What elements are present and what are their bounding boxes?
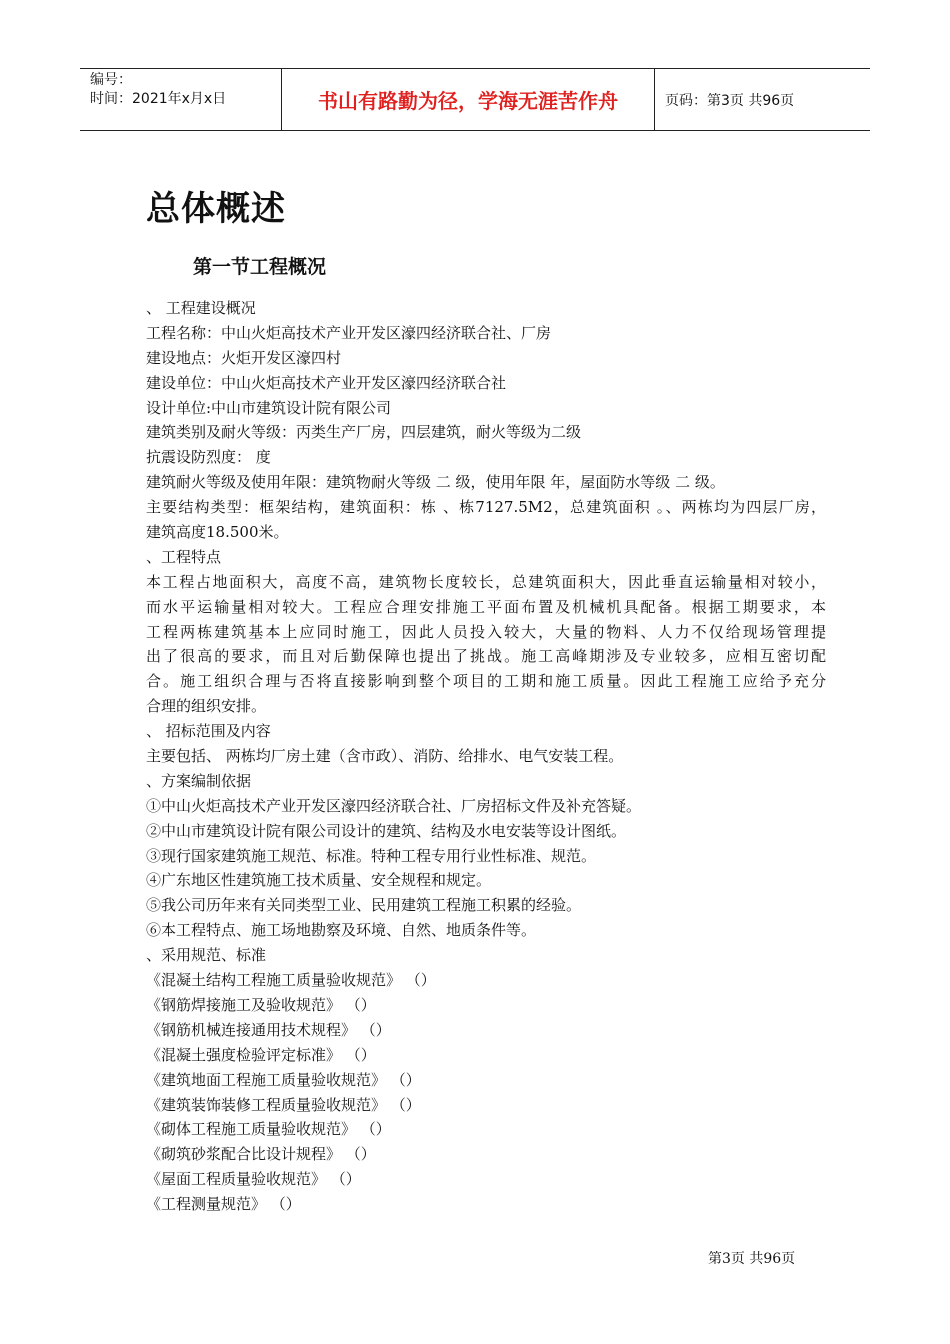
body-line: 《砌筑砂浆配合比设计规程》 （）: [146, 1145, 376, 1164]
header-number-label: 编号：: [90, 72, 132, 88]
header-motto: 书山有路勤为径，学海无涯苦作舟: [282, 69, 655, 130]
body-line: 《混凝土结构工程施工质量验收规范》 （）: [146, 971, 436, 990]
body-line: 、方案编制依据: [146, 771, 252, 790]
body-line: 《工程测量规范》 （）: [146, 1195, 301, 1214]
document-body: [146, 296, 826, 1217]
body-line: ②中山市建筑设计院有限公司设计的建筑、结构及水电安装等设计图纸。: [146, 821, 627, 840]
body-line: 《屋面工程质量验收规范》 （）: [146, 1170, 361, 1189]
body-line: 《建筑地面工程施工质量验收规范》 （）: [146, 1070, 421, 1089]
body-line: 工程名称：中山火炬高技术产业开发区濠四经济联合社、厂房: [146, 323, 552, 342]
body-line: 合。施工组织合理与否将直接影响到整个项目的工期和施工质量。因此工程施工应给予充分: [146, 672, 826, 691]
body-line: ①中山火炬高技术产业开发区濠四经济联合社、厂房招标文件及补充答疑。: [146, 796, 642, 815]
body-line: 建筑耐火等级及使用年限：建筑物耐火等级 二 级，使用年限 年，屋面防水等级 二 级。: [146, 473, 725, 492]
body-line: 合理的组织安排。: [146, 697, 267, 716]
body-line: 设计单位:中山市建筑设计院有限公司: [146, 398, 392, 417]
body-line: ⑥本工程特点、施工场地勘察及环境、自然、地质条件等。: [146, 921, 537, 940]
body-line: 本工程占地面积大，高度不高，建筑物长度较长，总建筑面积大，因此垂直运输量相对较小，: [146, 572, 826, 591]
header-time-label: 时间：2021年x月x日: [90, 91, 227, 107]
body-line: 建筑高度18.500米。: [146, 523, 289, 542]
body-line: ③现行国家建筑施工规范、标准。特种工程专用行业性标准、规范。: [146, 846, 597, 865]
body-line: 建设地点：火炬开发区濠四村: [146, 348, 342, 367]
body-line: 《砌体工程施工质量验收规范》 （）: [146, 1120, 391, 1139]
body-line: 建筑类别及耐火等级：丙类生产厂房，四层建筑，耐火等级为二级: [146, 423, 582, 442]
header-page-info: 页码：第3页 共96页: [665, 92, 795, 109]
body-line: ④广东地区性建筑施工技术质量、安全规程和规定。: [146, 871, 492, 890]
body-line: 《混凝土强度检验评定标准》 （）: [146, 1045, 376, 1064]
body-line: 抗震设防烈度： 度: [146, 448, 271, 467]
body-line: 出了很高的要求，而且对后勤保障也提出了挑战。施工高峰期涉及专业较多，应相互密切配: [146, 647, 826, 666]
page-header: [80, 68, 870, 131]
body-line: 、 招标范围及内容: [146, 722, 271, 741]
body-line: 、 工程建设概况: [146, 299, 256, 317]
body-line: 、采用规范、标准: [146, 946, 267, 965]
body-line: 而水平运输量相对较大。工程应合理安排施工平面布置及机械机具配备。根据工期要求，本: [146, 597, 826, 616]
body-line: 《钢筋机械连接通用技术规程》 （）: [146, 1020, 391, 1039]
header-meta: [80, 69, 282, 130]
body-line: 工程两栋建筑基本上应同时施工，因此人员投入较大，大量的物料、人力不仅给现场管理提: [146, 622, 826, 641]
body-line: 《建筑装饰装修工程质量验收规范》 （）: [146, 1095, 421, 1114]
body-line: ⑤我公司历年来有关同类型工业、民用建筑工程施工积累的经验。: [146, 896, 582, 915]
body-line: 主要结构类型：框架结构，建筑面积：栋 、栋7127.5M2，总建筑面积 。、两栋均为四层厂房，: [146, 498, 826, 517]
body-line: 主要包括、 两栋均厂房土建（含市政）、消防、给排水、电气安装工程。: [146, 747, 624, 766]
body-line: 建设单位：中山火炬高技术产业开发区濠四经济联合社: [146, 373, 507, 392]
body-line: 《钢筋焊接施工及验收规范》 （）: [146, 995, 376, 1014]
footer-page-number: 第3页 共96页: [708, 1251, 796, 1267]
body-line: 、工程特点: [146, 547, 222, 566]
document-title: 总体概述: [146, 189, 286, 229]
section-title: 第一节工程概况: [193, 256, 327, 278]
